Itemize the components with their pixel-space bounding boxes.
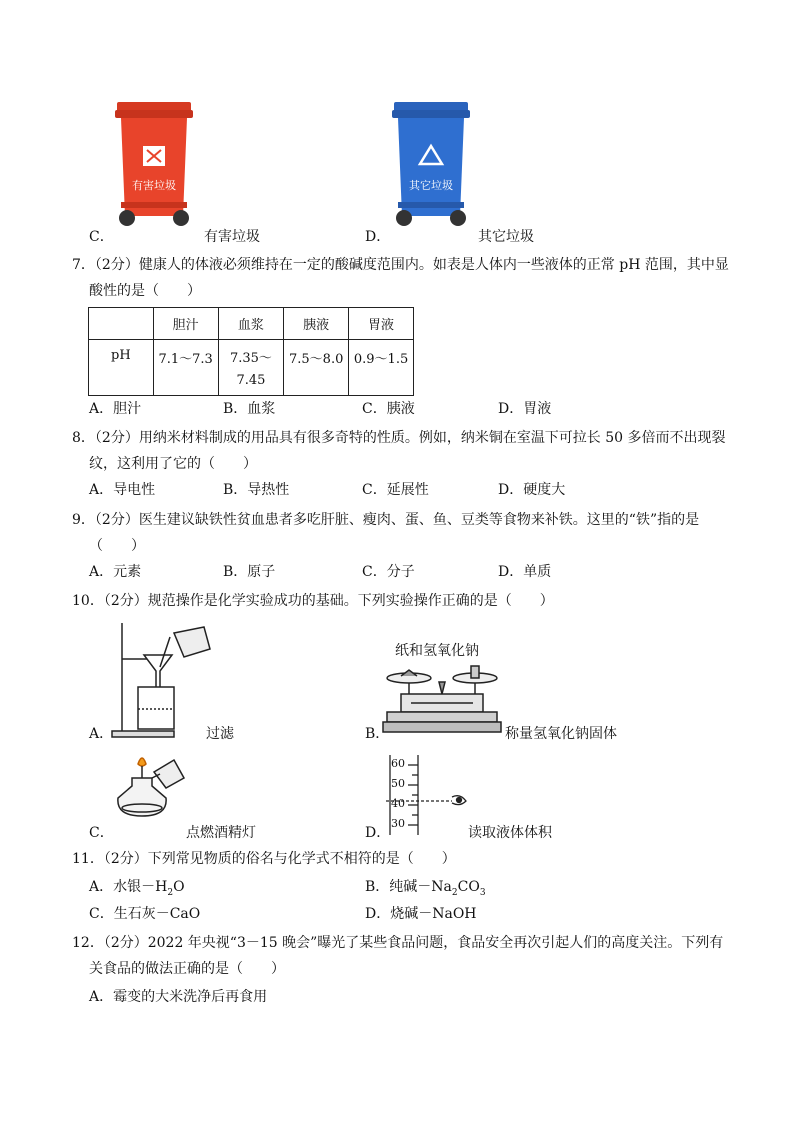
q8-stem-line1: 8．（2分）用纳米材料制成的用品具有很多奇特的性质。例如，纳米铜在室温下可拉长 50 多倍而不出现裂 — [72, 430, 726, 446]
q10-a-letter: A． — [89, 726, 114, 742]
cylinder-tick-60: 60 — [391, 757, 405, 770]
alcohol-lamp-diagram — [108, 752, 188, 824]
q7-option-a[interactable]: A．胆汁 — [89, 401, 142, 417]
bin-blue-label: 其它垃圾 — [409, 179, 453, 192]
q11-option-d[interactable]: D．烧碱－NaOH — [365, 906, 477, 922]
ph-cell — [218, 340, 284, 396]
option-c-letter: C． — [89, 229, 114, 245]
q7-option-c[interactable]: C．胰液 — [362, 401, 415, 417]
q8-option-b[interactable]: B．导热性 — [223, 482, 290, 498]
q8-option-d[interactable]: D．硬度大 — [498, 482, 566, 498]
bin-red-image — [113, 100, 195, 232]
q12-stem-line1: 12．（2分）2022 年央视“3－15 晚会”曝光了某些食品问题，食品安全再次引起人们的高度关注。下列有 — [72, 935, 724, 951]
q7-stem-line1: 7．（2分）健康人的体液必须维持在一定的酸碱度范围内。如表是人体内一些液体的正常 pH 范围，其中显 — [72, 257, 729, 273]
q7-stem-line2: 酸性的是（ ） — [89, 283, 201, 299]
q10-d-letter: D． — [365, 825, 391, 841]
cylinder-tick-30: 30 — [391, 817, 405, 830]
q11-option-a-sub: 2 — [167, 887, 174, 898]
q11-option-b-sub1: 2 — [451, 887, 458, 898]
filtration-diagram — [108, 615, 218, 740]
q9-option-c[interactable]: C．分子 — [362, 564, 415, 580]
q10-b-caption: 称量氢氧化钠固体 — [505, 726, 617, 742]
q10-stem: 10．（2分）规范操作是化学实验成功的基础。下列实验操作正确的是（ ） — [72, 593, 554, 609]
q10-c-caption: 点燃酒精灯 — [186, 825, 256, 841]
bin-blue-image — [390, 100, 472, 232]
option-d-letter: D． — [365, 229, 391, 245]
q11-option-b-sub2: 3 — [479, 887, 486, 898]
ph-cell: 0.9～1.5 — [349, 340, 414, 396]
option-d-caption: 其它垃圾 — [478, 229, 534, 245]
q11-option-c[interactable]: C．生石灰－CaO — [89, 906, 201, 922]
q11-option-a-end: O — [173, 879, 185, 895]
balance-diagram — [381, 658, 503, 740]
cylinder-tick-50: 50 — [391, 777, 405, 790]
ph-table-header: 胰液 — [284, 308, 349, 340]
ph-cell-line2: 7.45 — [236, 373, 266, 388]
q10-b-letter: B． — [365, 726, 390, 742]
q9-option-a[interactable]: A．元素 — [89, 564, 142, 580]
option-c-caption: 有害垃圾 — [204, 229, 260, 245]
balance-label: 纸和氢氧化钠 — [395, 643, 479, 659]
q11-stem: 11．（2分）下列常见物质的俗名与化学式不相符的是（ ） — [72, 851, 456, 867]
q8-option-a[interactable]: A．导电性 — [89, 482, 156, 498]
ph-table-header-blank — [89, 308, 154, 340]
ph-table — [88, 307, 414, 396]
q11-option-a-text: A．水银－H — [89, 879, 168, 895]
q11-option-b-mid: CO — [457, 879, 480, 895]
cylinder-tick-40: 40 — [391, 797, 405, 810]
ph-cell: 7.1～7.3 — [153, 340, 218, 396]
q12-option-a[interactable]: A．霉变的大米洗净后再食用 — [89, 989, 268, 1005]
ph-row-label: pH — [89, 340, 154, 396]
ph-cell-line1: 7.35～ — [229, 351, 272, 366]
q9-option-d[interactable]: D．单质 — [498, 564, 552, 580]
q11-option-b[interactable] — [365, 877, 486, 903]
q10-c-letter: C． — [89, 825, 114, 841]
ph-cell: 7.5～8.0 — [284, 340, 349, 396]
q12-stem-line2: 关食品的做法正确的是（ ） — [89, 961, 285, 977]
q7-option-d[interactable]: D．胃液 — [498, 401, 552, 417]
q8-stem-line2: 纹，这利用了它的（ ） — [89, 456, 257, 472]
q9-stem-line2: （ ） — [89, 538, 145, 554]
ph-table-header: 胆汁 — [153, 308, 218, 340]
q9-stem-line1: 9．（2分）医生建议缺铁性贫血患者多吃肝脏、瘦肉、蛋、鱼、豆类等食物来补铁。这里的“铁”指的是 — [72, 512, 700, 528]
q11-option-b-text: B．纯碱－Na — [365, 879, 452, 895]
q10-a-caption: 过滤 — [206, 726, 234, 742]
ph-table-header: 血浆 — [218, 308, 284, 340]
q11-option-a[interactable] — [89, 877, 185, 903]
bin-red-label: 有害垃圾 — [132, 179, 176, 192]
q9-option-b[interactable]: B．原子 — [223, 564, 276, 580]
q7-option-b[interactable]: B．血浆 — [223, 401, 276, 417]
q10-d-caption: 读取液体体积 — [468, 825, 552, 841]
ph-table-header: 胃液 — [349, 308, 414, 340]
q8-option-c[interactable]: C．延展性 — [362, 482, 429, 498]
